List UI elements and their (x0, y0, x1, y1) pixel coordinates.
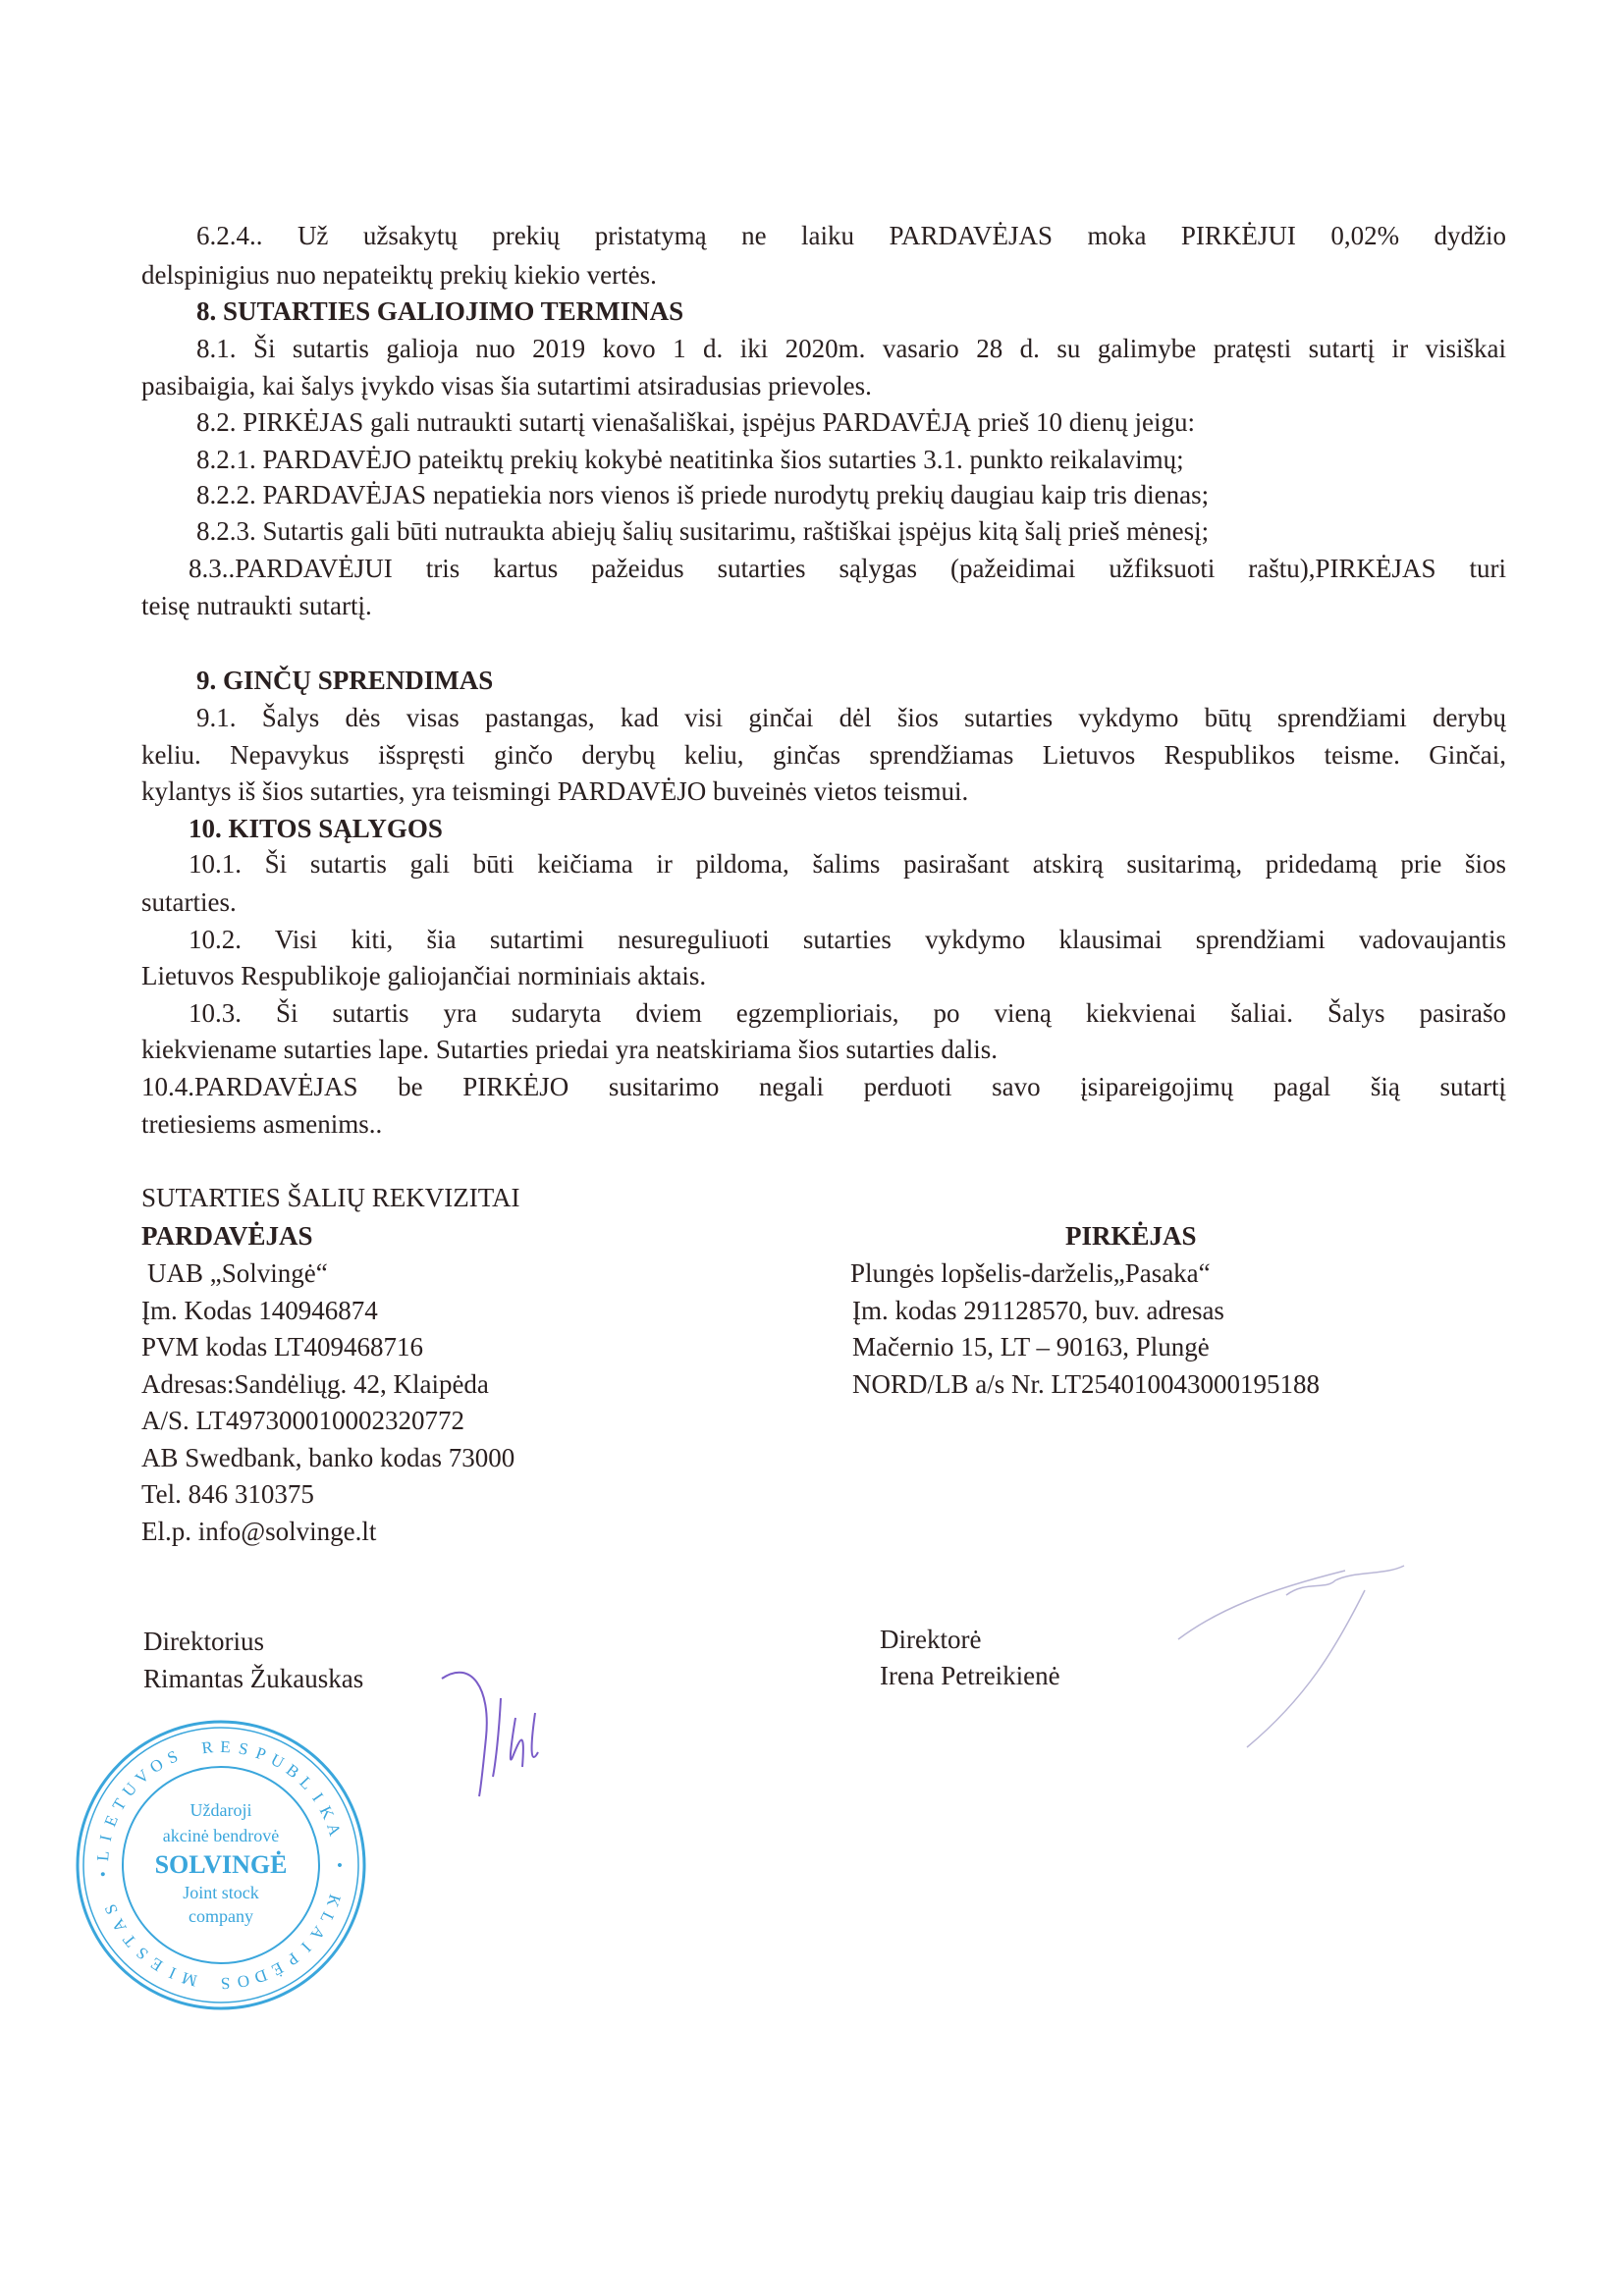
stamp-ring-letter: A (323, 1820, 345, 1839)
stamp-ring-letter: R (200, 1737, 214, 1758)
text-line: delspinigius nuo nepateiktų prekių kiekio vertės. (141, 260, 657, 290)
stamp-ring-letter: S (237, 1738, 250, 1759)
stamp-ring-letter: S (164, 1746, 181, 1768)
seller-heading: PARDAVĖJAS (141, 1221, 313, 1251)
stamp-ring-letter: D (251, 1965, 270, 1988)
stamp-ring-letter: K (323, 1892, 345, 1910)
text-line: sutarties. (141, 887, 237, 917)
stamp-ring-letter: P (253, 1743, 269, 1765)
buyer-line: Įm. kodas 291128570, buv. adresas (852, 1296, 1224, 1325)
seller-line: A/S. LT497300010002320772 (141, 1406, 465, 1435)
buyer-signature (1159, 1551, 1453, 1767)
buyer-position: Direktorė (880, 1625, 982, 1654)
stamp-company-name: SOLVINGĖ (154, 1850, 288, 1879)
stamp-ring-letter: P (283, 1949, 302, 1970)
text-line: kylantys iš šios sutarties, yra teismingi PARDAVĖJO buveinės vietos teismui. (141, 776, 969, 806)
stamp-ring-letter: L (316, 1908, 338, 1927)
stamp-ring-letter: O (236, 1970, 251, 1992)
paragraph-8-2-2: 8.2.2. PARDAVĖJAS nepatiekia nors vienos iš priede nurodytų prekių daugiau kaip tris dienas; (196, 480, 1210, 509)
paragraph-10-1: 10.1. Ši sutartis gali būti keičiama ir pildoma, šalims pasirašant atskirą susitarimą, pridedamą prie šios (189, 849, 1506, 879)
stamp-ring-letter: A (108, 1915, 131, 1936)
seller-signature (432, 1659, 599, 1806)
stamp-ring-letter: I (166, 1963, 180, 1983)
seller-signatory-name: Rimantas Žukauskas (143, 1664, 364, 1693)
paragraph-8-2-3: 8.2.3. Sutartis gali būti nutraukta abiejų šalių susitarimu, raštiškai įspėjus kitą šalį prieš mėnesį; (196, 516, 1210, 546)
paragraph-8-3: 8.3..PARDAVĖJUI tris kartus pažeidus sutarties sąlygas (pažeidimai užfiksuoti raštu),PIRKĖJAS turi (189, 554, 1506, 583)
seller-line: AB Swedbank, banko kodas 73000 (141, 1443, 515, 1472)
seller-line: UAB „Solvingė“ (147, 1258, 328, 1288)
section-heading-9: 9. GINČŲ SPRENDIMAS (196, 666, 494, 695)
stamp-ring-letter: O (146, 1754, 167, 1778)
text-line: kiekviename sutarties lape. Sutarties priedai yra neatskiriama šios sutarties dalis. (141, 1035, 998, 1064)
requisites-title: SUTARTIES ŠALIŲ REKVIZITAI (141, 1183, 520, 1212)
stamp-inner-line: Joint stock (183, 1883, 259, 1902)
paragraph-8-2-1: 8.2.1. PARDAVĖJO pateiktų prekių kokybė neatitinka šios sutarties 3.1. punkto reikalavimų; (196, 445, 1184, 474)
stamp-ring-letter: A (306, 1922, 329, 1944)
text-line: tretiesiems asmenims.. (141, 1109, 383, 1139)
paragraph-8-1: 8.1. Ši sutartis galioja nuo 2019 kovo 1 d. iki 2020m. vasario 28 d. su galimybe pratęsti sutartį ir visiškai (196, 334, 1506, 363)
stamp-ring-letter: E (100, 1812, 123, 1830)
paragraph-10-2: 10.2. Visi kiti, šia sutartimi nesureguliuoti sutarties vykdymo klausimai sprendžiami vadovaujantis (189, 925, 1506, 954)
seller-line: El.p. info@solvinge.lt (141, 1517, 377, 1546)
stamp-ring-letter: E (220, 1736, 232, 1757)
stamp-ring-letter: L (93, 1849, 113, 1862)
text-line: Lietuvos Respublikoje galiojančiai norminiais aktais. (141, 961, 707, 990)
stamp-ring-letter: • (330, 1862, 349, 1868)
text-line: pasibaigia, kai šalys įvykdo visas šia sutartimi atsiradusias prievoles. (141, 371, 872, 400)
paragraph-8-2: 8.2. PIRKĖJAS gali nutraukti sutartį vienašališkai, įspėjus PARDAVĖJĄ prieš 10 dienų jeigu: (196, 407, 1195, 437)
company-stamp (74, 1718, 368, 2012)
stamp-inner-line: akcinė bendrovė (162, 1826, 280, 1845)
paragraph-6-2-4: 6.2.4.. Už užsakytų prekių pristatymą ne laiku PARDAVĖJAS moka PIRKĖJUI 0,02% dydžio (196, 221, 1506, 250)
buyer-line: NORD/LB a/s Nr. LT254010043000195188 (852, 1369, 1321, 1399)
text-line: keliu. Nepavykus išspręsti ginčo derybų keliu, ginčas sprendžiamas Lietuvos Respublikos teisme. Ginčai, (141, 740, 1506, 770)
stamp-ring-letter: Ė (268, 1958, 287, 1980)
stamp-ring-letter: • (93, 1870, 113, 1878)
stamp-ring-letter: T (108, 1795, 131, 1814)
stamp-ring-letter: V (131, 1765, 153, 1789)
stamp-ring-letter: E (146, 1953, 166, 1975)
stamp-ring-letter: U (267, 1749, 288, 1773)
stamp-ring-letter: K (315, 1802, 339, 1823)
stamp-ring-letter: I (298, 1938, 315, 1956)
seller-line: Įm. Kodas 140946874 (141, 1296, 378, 1325)
stamp-ring-letter: S (100, 1901, 122, 1917)
stamp-ring-letter: I (95, 1833, 116, 1843)
buyer-signatory-name: Irena Petreikienė (880, 1661, 1060, 1690)
stamp-ring-letter: L (296, 1773, 317, 1793)
seller-line: PVM kodas LT409468716 (141, 1332, 424, 1362)
section-heading-10: 10. KITOS SĄLYGOS (189, 814, 443, 843)
buyer-heading: PIRKĖJAS (1065, 1221, 1197, 1251)
seller-position: Direktorius (143, 1627, 264, 1656)
stamp-ring-letter: B (282, 1760, 303, 1783)
stamp-ring-letter: T (119, 1930, 140, 1950)
stamp-ring-letter: U (118, 1779, 141, 1801)
stamp-ring-letter: S (220, 1973, 231, 1994)
seller-line: Adresas:Sandėliųg. 42, Klaipėda (141, 1369, 489, 1399)
seller-line: Tel. 846 310375 (141, 1479, 314, 1509)
stamp-ring-letter: S (132, 1943, 152, 1964)
text-line: teisę nutraukti sutartį. (141, 591, 372, 620)
stamp-inner-line: Uždaroji (189, 1800, 252, 1820)
paragraph-9-1: 9.1. Šalys dės visas pastangas, kad visi ginčai dėl šios sutarties vykdymo būtų sprendžiami derybų (196, 703, 1506, 732)
stamp-ring-letter: M (180, 1968, 199, 1991)
stamp-inner-line: company (189, 1906, 253, 1926)
stamp-ring-letter: I (308, 1789, 327, 1805)
paragraph-10-4: 10.4.PARDAVĖJAS be PIRKĖJO susitarimo negali perduoti savo įsipareigojimų pagal šią sutartį (141, 1072, 1506, 1101)
buyer-line: Plungės lopšelis-darželis„Pasaka“ (850, 1258, 1211, 1288)
buyer-line: Mačernio 15, LT – 90163, Plungė (852, 1332, 1210, 1362)
paragraph-10-3: 10.3. Ši sutartis yra sudaryta dviem egzemplioriais, po vieną kiekvienai šaliai. Šalys pasirašo (189, 998, 1506, 1028)
section-heading-8: 8. SUTARTIES GALIOJIMO TERMINAS (196, 296, 684, 326)
